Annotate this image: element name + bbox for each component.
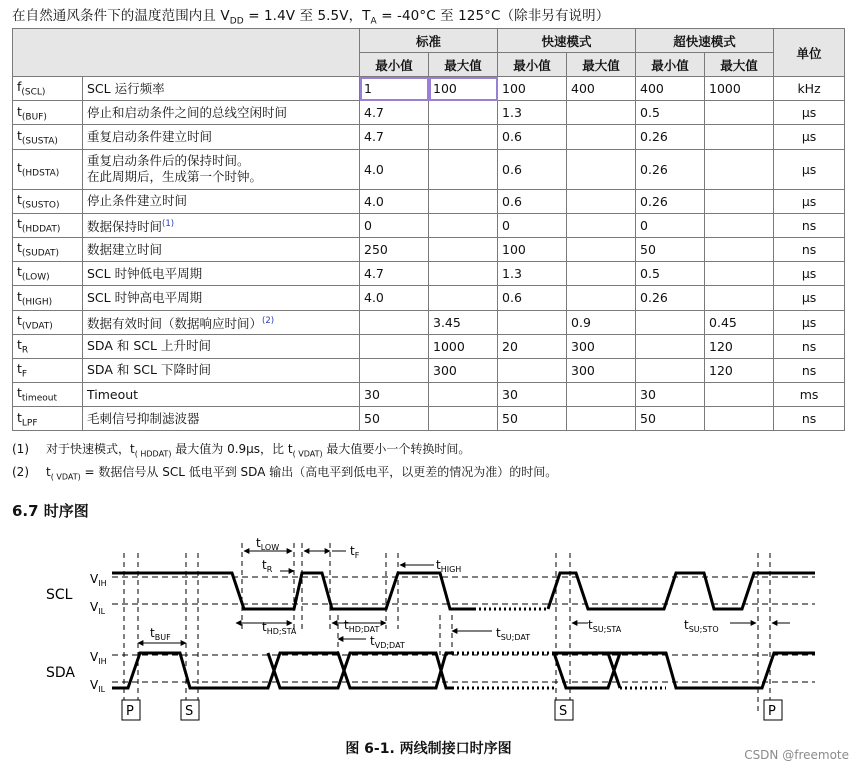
param-symbol: $t_{(SUDAT)}$ <box>13 237 83 261</box>
header-min: 最小值 <box>498 53 567 77</box>
table-row <box>13 213 845 237</box>
value-std-min: 4.0 <box>360 189 429 213</box>
value-unit: ns <box>774 213 845 237</box>
t-buf-label: $t_{BUF}$ <box>150 626 171 642</box>
value-std-max <box>429 407 498 431</box>
header-blank <box>13 29 360 77</box>
value-fp-min <box>636 358 705 382</box>
t-high-label: $t_{HIGH}$ <box>436 558 462 574</box>
param-description: 数据保持时间$^{(1)}$ <box>83 213 360 237</box>
table-row <box>13 407 845 431</box>
header-fast: 快速模式 <box>498 29 636 53</box>
value-fast-max <box>567 125 636 149</box>
param-symbol: $f_{(SCL)}$ <box>13 77 83 101</box>
value-fp-min: 0 <box>636 213 705 237</box>
value-fp-min <box>636 334 705 358</box>
value-fp-max <box>705 237 774 261</box>
value-unit: ns <box>774 407 845 431</box>
value-std-min: 4.7 <box>360 125 429 149</box>
value-fast-min: 0.6 <box>498 189 567 213</box>
sda-waveform-top <box>112 653 815 688</box>
scl-vih-label: $V_{IH}$ <box>90 572 107 588</box>
watermark: CSDN @freemote <box>744 748 849 762</box>
value-std-min: 1 <box>360 77 429 101</box>
value-fast-min: 0 <box>498 213 567 237</box>
value-std-max <box>429 189 498 213</box>
value-fast-max <box>567 149 636 189</box>
value-fast-max <box>567 383 636 407</box>
value-std-max <box>429 125 498 149</box>
value-fast-max: 300 <box>567 358 636 382</box>
table-row <box>13 189 845 213</box>
value-unit: μs <box>774 286 845 310</box>
value-unit: μs <box>774 262 845 286</box>
two-wire-timing-diagram <box>0 525 857 735</box>
table-row <box>13 77 845 101</box>
value-fp-max <box>705 189 774 213</box>
param-symbol: $t_{(LOW)}$ <box>13 262 83 286</box>
t-low-label: $t_{LOW}$ <box>256 536 280 552</box>
marker-s: S <box>185 704 194 719</box>
value-fp-max <box>705 213 774 237</box>
table-row <box>13 149 845 189</box>
param-symbol: $t_{LPF}$ <box>13 407 83 431</box>
value-fp-min: 50 <box>636 407 705 431</box>
param-symbol: $t_{(SUSTA)}$ <box>13 125 83 149</box>
value-fp-max <box>705 407 774 431</box>
marker-p: P <box>768 704 776 719</box>
value-fast-max: 300 <box>567 334 636 358</box>
table-row <box>13 237 845 261</box>
value-std-min <box>360 334 429 358</box>
value-fp-max: 120 <box>705 358 774 382</box>
header-min: 最小值 <box>360 53 429 77</box>
value-std-max <box>429 213 498 237</box>
param-symbol: $t_{(VDAT)}$ <box>13 310 83 334</box>
value-std-max <box>429 383 498 407</box>
param-description: SCL 时钟高电平周期 <box>83 286 360 310</box>
param-description: 重复启动条件建立时间 <box>83 125 360 149</box>
t-hddat-label: $t_{HD;DAT}$ <box>344 618 380 634</box>
value-std-min: 30 <box>360 383 429 407</box>
value-fp-min: 0.5 <box>636 101 705 125</box>
value-fast-min: 1.3 <box>498 101 567 125</box>
value-fp-max <box>705 125 774 149</box>
table-row <box>13 383 845 407</box>
value-unit: μs <box>774 101 845 125</box>
value-std-min <box>360 358 429 382</box>
figure-caption: 图 6-1. 两线制接口时序图 <box>345 741 512 757</box>
value-fast-min <box>498 310 567 334</box>
param-symbol: $t_{(HDDAT)}$ <box>13 213 83 237</box>
value-fast-min: 50 <box>498 407 567 431</box>
value-unit: μs <box>774 189 845 213</box>
value-fp-max: 1000 <box>705 77 774 101</box>
value-fast-min <box>498 358 567 382</box>
header-standard: 标准 <box>360 29 498 53</box>
scl-vil-label: $V_{IL}$ <box>90 600 106 616</box>
value-unit: kHz <box>774 77 845 101</box>
sda-vil-label: $V_{IL}$ <box>90 678 106 694</box>
value-std-min <box>360 310 429 334</box>
header-max: 最大值 <box>567 53 636 77</box>
value-std-max <box>429 101 498 125</box>
param-symbol: $t_{(HIGH)}$ <box>13 286 83 310</box>
value-fast-min: 0.6 <box>498 149 567 189</box>
table-row <box>13 358 845 382</box>
section-title: 6.7 时序图 <box>12 502 89 520</box>
param-symbol: $t_R$ <box>13 334 83 358</box>
note-reference[interactable]: (1) <box>162 218 175 229</box>
param-description: 毛刺信号抑制滤波器 <box>83 407 360 431</box>
t-susto-label: $t_{SU;STO}$ <box>684 618 719 634</box>
value-fp-min: 30 <box>636 383 705 407</box>
value-fast-max <box>567 262 636 286</box>
value-unit: μs <box>774 125 845 149</box>
table-row <box>13 286 845 310</box>
value-fp-min: 400 <box>636 77 705 101</box>
param-description: 数据建立时间 <box>83 237 360 261</box>
t-hdsta-label: $t_{HD;STA}$ <box>262 620 297 636</box>
table-row <box>13 334 845 358</box>
value-unit: μs <box>774 310 845 334</box>
value-std-max: 1000 <box>429 334 498 358</box>
value-std-max: 100 <box>429 77 498 101</box>
value-std-min: 4.0 <box>360 149 429 189</box>
t-f-label: $t_F$ <box>350 544 360 560</box>
value-fast-min: 30 <box>498 383 567 407</box>
value-fast-max <box>567 407 636 431</box>
value-fp-max <box>705 101 774 125</box>
value-fp-min: 0.26 <box>636 125 705 149</box>
value-fast-min: 0.6 <box>498 286 567 310</box>
value-std-max <box>429 149 498 189</box>
table-row <box>13 310 845 334</box>
param-description: SCL 运行频率 <box>83 77 360 101</box>
timing-requirements-table <box>12 28 845 431</box>
value-fast-max <box>567 213 636 237</box>
note-1: (1) 对于快速模式，$t_{( HDDAT)}$ 最大值为 0.9μs，比 $t_{( VDAT)}$ 最大值要小一个转换时间。 <box>12 442 471 459</box>
marker-s: S <box>559 704 568 719</box>
value-std-max: 3.45 <box>429 310 498 334</box>
value-fast-max <box>567 237 636 261</box>
param-description: Timeout <box>83 383 360 407</box>
t-vddat-label: $t_{VD;DAT}$ <box>370 634 405 650</box>
table-notes <box>12 440 557 487</box>
value-fast-max: 400 <box>567 77 636 101</box>
param-description: SCL 时钟低电平周期 <box>83 262 360 286</box>
value-fast-max <box>567 286 636 310</box>
value-fp-min: 0.5 <box>636 262 705 286</box>
param-symbol: $t_{(SUSTO)}$ <box>13 189 83 213</box>
value-unit: ns <box>774 358 845 382</box>
table-row <box>13 101 845 125</box>
value-std-max <box>429 262 498 286</box>
value-fp-max <box>705 262 774 286</box>
value-fp-max <box>705 286 774 310</box>
param-description: SDA 和 SCL 下降时间 <box>83 358 360 382</box>
value-fp-min: 0.26 <box>636 286 705 310</box>
value-fast-min: 100 <box>498 237 567 261</box>
value-fast-max <box>567 189 636 213</box>
test-conditions: 在自然通风条件下的温度范围内且 $V_{DD} = 1.4V$ 至 5.5V，$T_A = -40^\circ C$ 至 125°C（除非另有说明） <box>12 8 610 27</box>
param-symbol: $t_{(BUF)}$ <box>13 101 83 125</box>
t-susta-label: $t_{SU;STA}$ <box>588 618 622 634</box>
value-unit: ns <box>774 334 845 358</box>
value-fp-max <box>705 383 774 407</box>
value-std-min: 4.7 <box>360 101 429 125</box>
value-unit: ms <box>774 383 845 407</box>
param-description: SDA 和 SCL 上升时间 <box>83 334 360 358</box>
header-unit: 单位 <box>774 29 845 77</box>
value-fp-min: 50 <box>636 237 705 261</box>
param-description: 停止和启动条件之间的总线空闲时间 <box>83 101 360 125</box>
value-std-max <box>429 286 498 310</box>
header-min: 最小值 <box>636 53 705 77</box>
value-fast-min: 0.6 <box>498 125 567 149</box>
value-fp-max <box>705 149 774 189</box>
header-max: 最大值 <box>429 53 498 77</box>
t-sudat-label: $t_{SU;DAT}$ <box>496 626 531 642</box>
value-std-min: 50 <box>360 407 429 431</box>
value-std-min: 250 <box>360 237 429 261</box>
value-fp-min: 0.26 <box>636 189 705 213</box>
param-symbol: $t_F$ <box>13 358 83 382</box>
condition-markers <box>122 700 782 720</box>
value-fast-min: 20 <box>498 334 567 358</box>
value-std-min: 4.0 <box>360 286 429 310</box>
value-fast-max: 0.9 <box>567 310 636 334</box>
value-std-max: 300 <box>429 358 498 382</box>
timing-labels <box>150 536 719 650</box>
value-fast-min: 100 <box>498 77 567 101</box>
sda-label: SDA <box>46 665 75 681</box>
table-row <box>13 125 845 149</box>
sda-vih-label: $V_{IH}$ <box>90 650 107 666</box>
value-std-min: 4.7 <box>360 262 429 286</box>
table-row <box>13 262 845 286</box>
value-unit: ns <box>774 237 845 261</box>
param-description: 重复启动条件后的保持时间。 在此周期后，生成第一个时钟。 <box>83 149 360 189</box>
value-unit: μs <box>774 149 845 189</box>
header-fast-plus: 超快速模式 <box>636 29 774 53</box>
value-std-min: 0 <box>360 213 429 237</box>
scl-label: SCL <box>46 587 73 603</box>
value-fp-min: 0.26 <box>636 149 705 189</box>
marker-p: P <box>126 704 134 719</box>
param-symbol: $t_{timeout}$ <box>13 383 83 407</box>
value-fast-max <box>567 101 636 125</box>
header-max: 最大值 <box>705 53 774 77</box>
note-2: (2) $t_{( VDAT)}$ = 数据信号从 SCL 低电平到 SDA 输出（高电平到低电平，以更差的情况为准）的时间。 <box>12 465 558 482</box>
param-description: 数据有效时间（数据响应时间）$^{(2)}$ <box>83 310 360 334</box>
param-description: 停止条件建立时间 <box>83 189 360 213</box>
value-fast-min: 1.3 <box>498 262 567 286</box>
value-fp-min <box>636 310 705 334</box>
value-fp-max: 0.45 <box>705 310 774 334</box>
t-r-label: $t_R$ <box>262 558 273 574</box>
param-symbol: $t_{(HDSTA)}$ <box>13 149 83 189</box>
note-reference[interactable]: (2) <box>262 315 275 326</box>
value-std-max <box>429 237 498 261</box>
value-fp-max: 120 <box>705 334 774 358</box>
